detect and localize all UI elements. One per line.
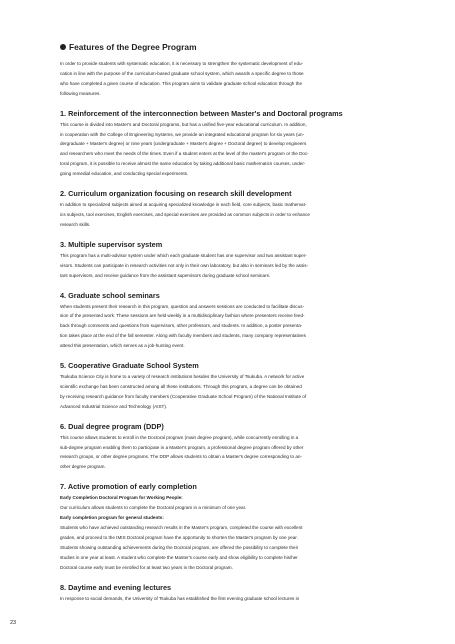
text-line: Doctoral course early must be enrolled for at least two years in the Doctoral program. bbox=[60, 564, 233, 570]
section-body bbox=[60, 120, 402, 179]
text-line: going remedial education, and conducting special experiments. bbox=[60, 171, 189, 177]
text-line: visors. Students can participate in research activities not only in their own laboratory, but also in seminars led by the assis- bbox=[60, 262, 309, 268]
section-title: 7. Active promotion of early completion bbox=[60, 482, 197, 492]
text-line: When students present their research in this program, question and answers sessions are conducted to facilitate discus- bbox=[60, 303, 305, 309]
text-line: tant supervisors, and receive guidance from the assistant supervisors during graduate school seminars. bbox=[60, 272, 271, 278]
text-line: grades, and proceed to the IMIS Doctoral program have the opportunity to shorten the Master's program by one year. bbox=[60, 534, 298, 540]
text-line: dergraduate + Master's degree) or nine years (undergraduate + Master's degree + Doctoral degree) to develop engineers bbox=[60, 141, 307, 147]
main-heading bbox=[60, 42, 402, 52]
text-line: by receiving research guidance from faculty members (Cooperative Graduate School Program) of the National Institute of bbox=[60, 393, 307, 399]
section-body bbox=[60, 493, 402, 572]
subheading: Early completion program for general students: bbox=[60, 515, 164, 521]
text-line: In response to social demands, the University of Tsukuba has established the first evening graduate school lectures in bbox=[60, 595, 300, 601]
text-line: other degree program. bbox=[60, 464, 106, 470]
text-line: research groups, or other degree programs. The DDP allows students to obtain a Master's degree corresponding to an- bbox=[60, 454, 303, 460]
text-line: This course is divided into Master's and Doctoral programs, but has a unified five-year educational curriculum. In addition, bbox=[60, 121, 307, 127]
text-line: scientific exchange has been constructed among all these institutions. Through this program, a degree can be obtained bbox=[60, 383, 302, 389]
text-line: Advanced Industrial Science and Technology (AIST). bbox=[60, 403, 168, 409]
bullet-icon bbox=[60, 44, 66, 50]
text-line: attend this presentation, which serves as a job-hunting event. bbox=[60, 343, 185, 349]
text-line: ics subjects, tool exercises, English exercises, and special exercises are provided as common subjects in order to enhance bbox=[60, 211, 310, 217]
section-curriculum bbox=[60, 189, 402, 230]
text-line: in cooperation with the College of Engineering Systems, we provide an integrated educational program for six years (un- bbox=[60, 131, 305, 137]
text-line: In order to provide students with systematic education, it is necessary to strengthen the systematic development of edu- bbox=[60, 61, 304, 66]
section-supervisor bbox=[60, 240, 402, 281]
text-line: Tsukuba Science City is home to a variety of research institutions besides the University of Tsukuba. A network for active bbox=[60, 374, 305, 380]
text-line: studies in one year at least. A student who complete the Master's course early and show eligibility to complete his/her bbox=[60, 554, 298, 560]
section-body bbox=[60, 302, 402, 352]
text-line: This course allows students to enroll in the Doctoral program (main degree program), while concurrently enrolling in a bbox=[60, 434, 299, 440]
section-cooperative bbox=[60, 361, 402, 412]
subheading: Early Completion Doctoral Program for Working People: bbox=[60, 495, 183, 501]
text-line: back through comments and questions from supervisors, other professors, and students. In addition, a poster presenta- bbox=[60, 323, 303, 329]
text-line: tion takes place at the end of the fall semester. Along with faculty members and students, many company representatives bbox=[60, 333, 306, 339]
text-line: This program has a multi-advisor system under which each graduate student has one supervisor and two assistant super- bbox=[60, 252, 307, 258]
text-line: In addition to specialized subjects aimed at acquiring specialized knowledge in each field, core subjects, basic mathemat- bbox=[60, 202, 307, 208]
section-seminars bbox=[60, 291, 402, 352]
text-line: cation in line with the purpose of the curriculum-based graduate school system, which awards a specific degree to those bbox=[60, 70, 304, 76]
section-title: 5. Cooperative Graduate School System bbox=[60, 361, 199, 371]
section-body bbox=[60, 433, 402, 473]
section-early-completion bbox=[60, 482, 402, 572]
section-body bbox=[60, 251, 402, 281]
section-dual-degree bbox=[60, 422, 402, 473]
text-line: Students who have achieved outstanding research results in the Master's program, completed the course with excellent bbox=[60, 525, 303, 530]
section-title: 1. Reinforcement of the interconnection between Master's and Doctoral programs bbox=[60, 108, 343, 118]
text-line: research skills. bbox=[60, 221, 91, 227]
section-title: 4. Graduate school seminars bbox=[60, 290, 160, 300]
text-line: and researchers who meet the needs of the times. Even if a student enters at the level of the master's program or the Doc- bbox=[60, 151, 309, 157]
text-line: Our curriculum allows students to complete the Doctoral program in a minimum of one year. bbox=[60, 505, 247, 511]
text-line: sion of the presented work. These sessions are held weekly in a multidisciplinary fashion where presenters receive feed- bbox=[60, 313, 305, 319]
section-interconnection bbox=[60, 109, 402, 179]
text-line: toral program, it is possible to receive almost the same education by taking additional basic mathematics courses, under- bbox=[60, 161, 306, 167]
text-line: Students showing outstanding achievements during the Doctoral program, are offered the possibility to complete their bbox=[60, 544, 299, 550]
section-body bbox=[60, 200, 402, 230]
intro-paragraph bbox=[60, 59, 402, 99]
section-title: 3. Multiple supervisor system bbox=[60, 239, 163, 249]
section-body bbox=[60, 372, 402, 412]
text-line: sub-degree program enabling them to participate in a Master's program, a professional degree program offered by other bbox=[60, 444, 304, 450]
section-lectures bbox=[60, 583, 402, 604]
section-title: 2. Curriculum organization focusing on research skill development bbox=[60, 189, 292, 199]
page-number: 23 bbox=[10, 620, 17, 626]
section-title: 8. Daytime and evening lectures bbox=[60, 582, 172, 592]
section-title: 6. Dual degree program (DDP) bbox=[60, 421, 164, 431]
section-body bbox=[60, 594, 402, 604]
main-title: Features of the Degree Program bbox=[69, 42, 197, 52]
text-line: who have completed a given course of education. This program aims to validate graduate school education through the bbox=[60, 80, 303, 86]
text-line: following measures. bbox=[60, 90, 101, 96]
page-content bbox=[60, 42, 402, 603]
